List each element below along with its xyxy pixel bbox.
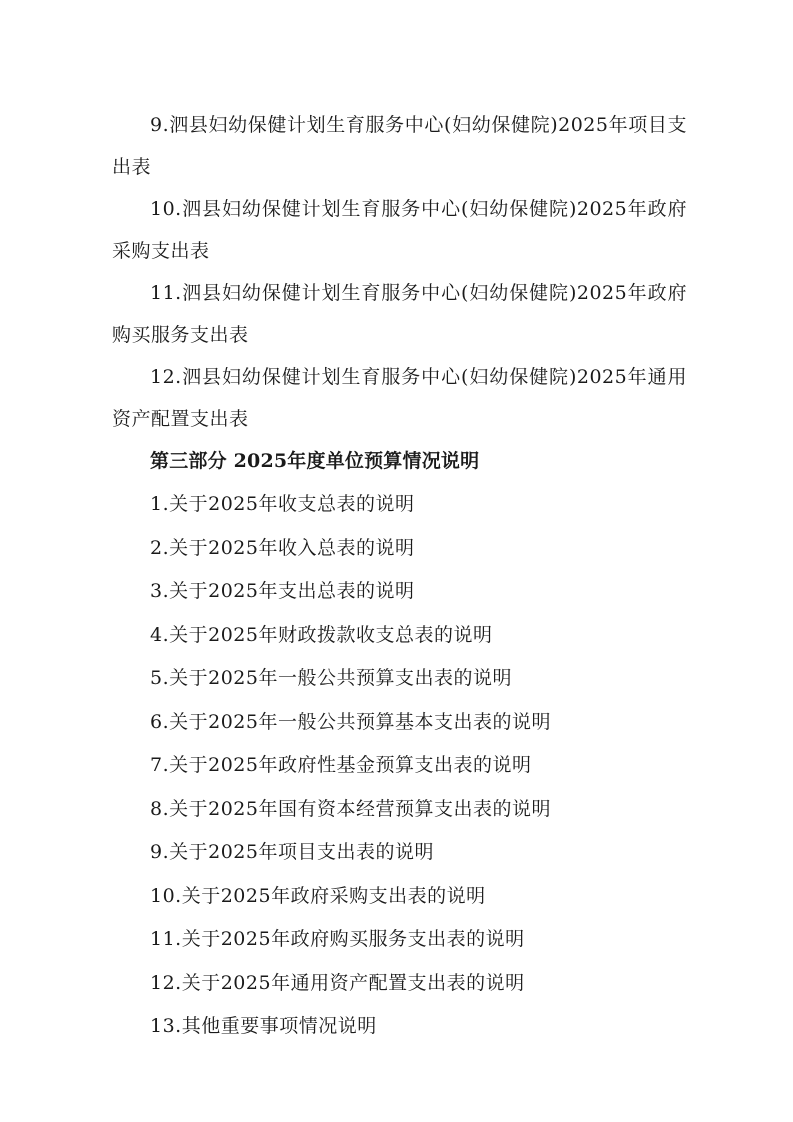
toc-entry-part3-11: 11.关于2025年政府购买服务支出表的说明 <box>150 928 525 950</box>
toc-entry-part3-12: 12.关于2025年通用资产配置支出表的说明 <box>150 971 525 994</box>
content-area <box>112 104 687 1049</box>
toc-entry-part2-9: 9.泗县妇幼保健计划生育服务中心(妇幼保健院)2025年项目支出表 <box>112 114 687 178</box>
toc-entry-part2-10: 10.泗县妇幼保健计划生育服务中心(妇幼保健院)2025年政府采购支出表 <box>112 198 687 262</box>
toc-entry-part3-9: 9.关于2025年项目支出表的说明 <box>150 841 434 863</box>
toc-entry-part3-2: 2.关于2025年收入总表的说明 <box>150 536 415 559</box>
toc-entry-part3-3: 3.关于2025年支出总表的说明 <box>150 580 415 602</box>
toc-entry-part3-6: 6.关于2025年一般公共预算基本支出表的说明 <box>150 710 551 733</box>
toc-entry-part3-1: 1.关于2025年收支总表的说明 <box>150 493 415 515</box>
toc-entry-part2-12: 12.泗县妇幼保健计划生育服务中心(妇幼保健院)2025年通用资产配置支出表 <box>112 366 687 430</box>
toc-entry-part3-4: 4.关于2025年财政拨款收支总表的说明 <box>150 623 493 646</box>
toc-entry-part3-10: 10.关于2025年政府采购支出表的说明 <box>150 884 486 907</box>
section-heading-part3: 第三部分 2025年度单位预算情况说明 <box>150 450 480 472</box>
toc-entry-part3-8: 8.关于2025年国有资本经营预算支出表的说明 <box>150 797 551 820</box>
toc-entry-part3-7: 7.关于2025年政府性基金预算支出表的说明 <box>150 754 532 776</box>
toc-entry-part3-5: 5.关于2025年一般公共预算支出表的说明 <box>150 667 512 689</box>
toc-entry-part3-13: 13.其他重要事项情况说明 <box>150 1015 377 1037</box>
toc-entry-part2-11: 11.泗县妇幼保健计划生育服务中心(妇幼保健院)2025年政府购买服务支出表 <box>112 282 687 346</box>
